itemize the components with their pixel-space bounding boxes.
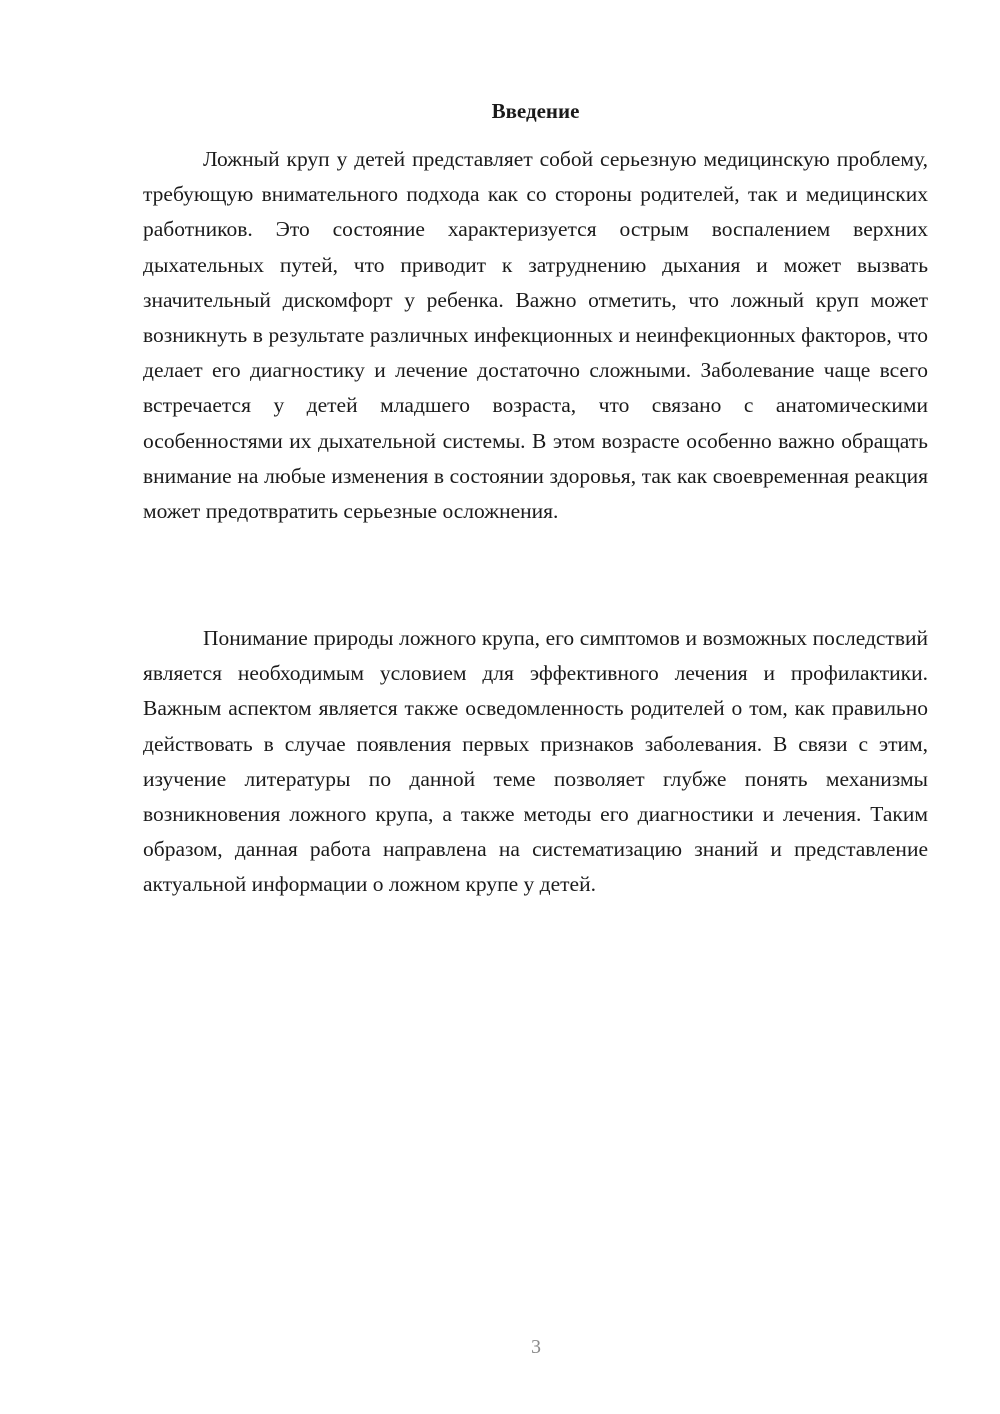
paragraph-understanding: Понимание природы ложного крупа, его симптомов и возможных последствий является необходимым условием для эффективного лечения и профилактики. Важным аспектом является также осведомленность родителей о том, как правильно действовать в случае появления первых признаков заболевания. В связи с этим, изучение литературы по данной теме позволяет глубже понять механизмы возникновения ложного крупа, а также методы его диагностики и лечения. Таким образом, данная работа направлена на систематизацию знаний и представление актуальной информации о ложном крупе у детей. (143, 626, 928, 897)
section-heading: Введение (491, 99, 580, 123)
paragraph-intro: Ложный круп у детей представляет собой серьезную медицинскую проблему, требующую внимательного подхода как со стороны родителей, так и медицинских работников. Это состояние характеризуется острым воспалением верхних дыхательных путей, что приводит к затруднению дыхания и может вызвать значительный дискомфорт у ребенка. Важно отметить, что ложный круп может возникнуть в результате различных инфекционных и неинфекционных факторов, что делает его диагностику и лечение достаточно сложными. Заболевание чаще всего встречается у детей младшего возраста, что связано с анатомическими особенностями их дыхательной системы. В этом возрасте особенно важно обращать внимание на любые изменения в состоянии здоровья, так как своевременная реакция может предотвратить серьезные осложнения. (143, 147, 928, 524)
page-number: 3 (531, 1336, 541, 1358)
